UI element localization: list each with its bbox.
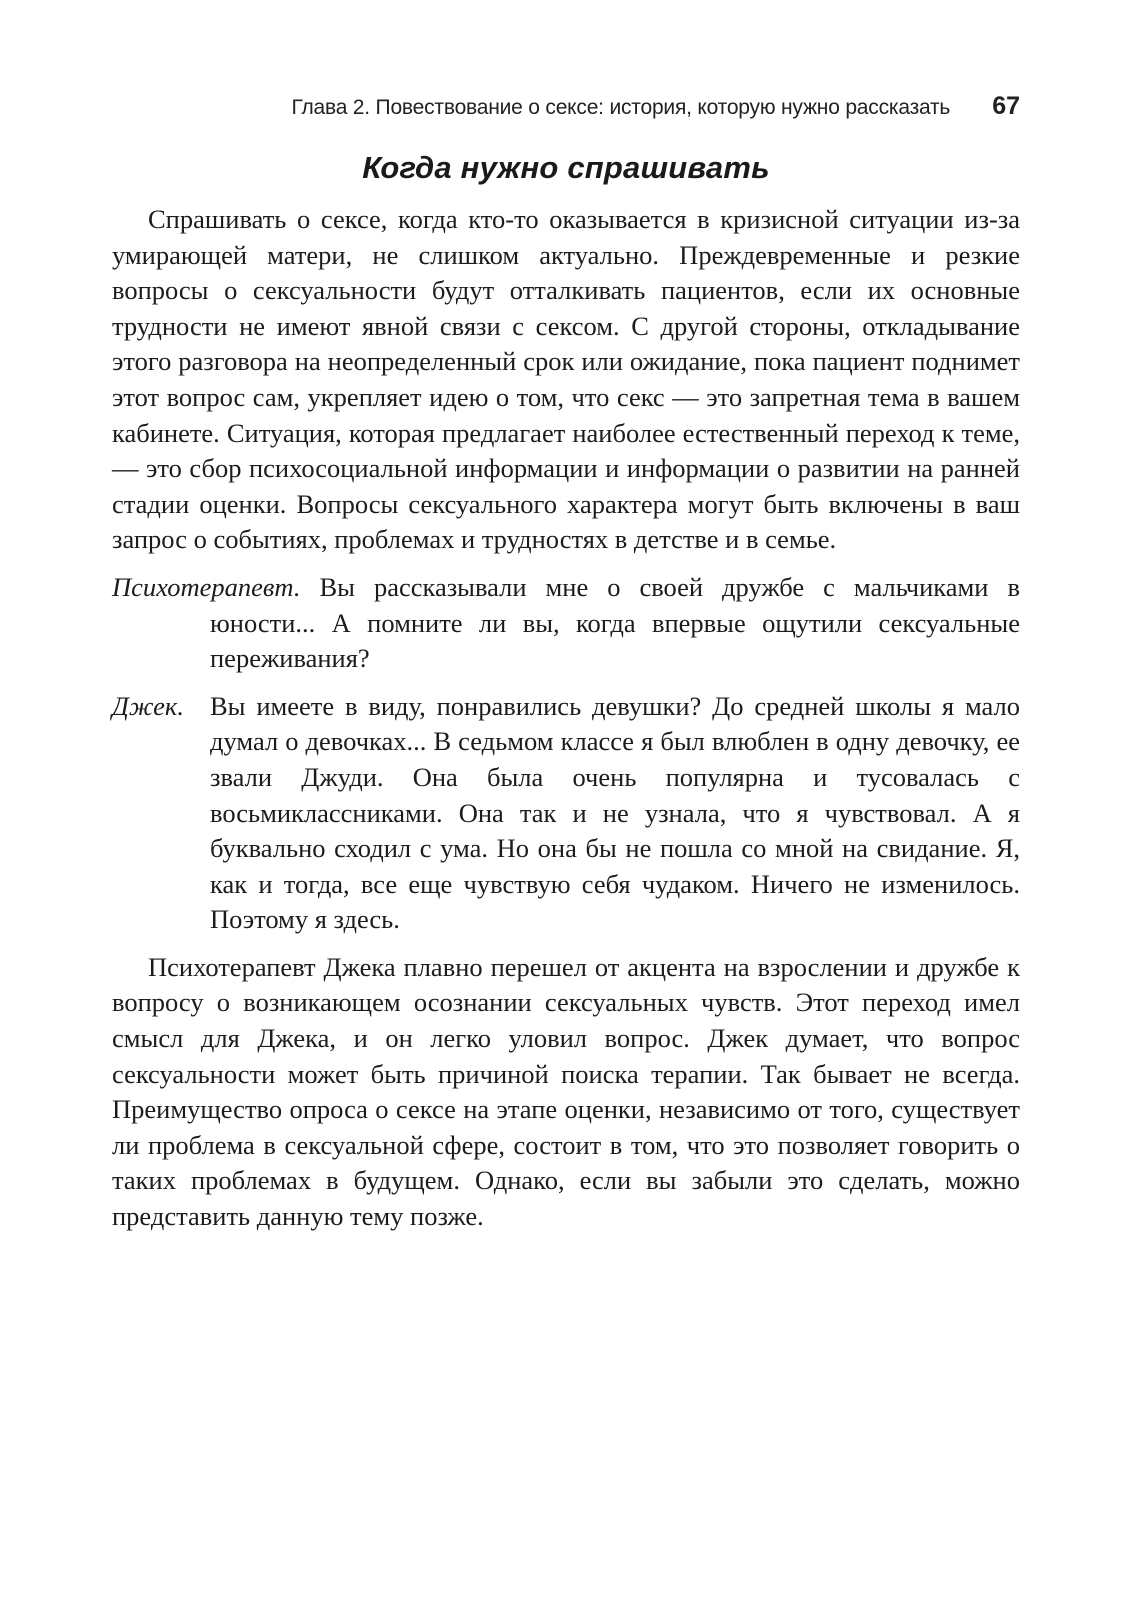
speaker-name: Джек.: [112, 690, 184, 721]
speaker-name: Психотерапевт.: [112, 571, 320, 602]
dialogue-text: Вы рассказывали мне о своей дружбе с мальчиками в юности... А помните ли вы, когда впервые ощутили сексуальные переживания?: [210, 571, 1020, 674]
running-header: [112, 92, 1020, 136]
section-title: Когда нужно спрашивать: [362, 150, 770, 185]
paragraph: Спрашивать о сексе, когда кто-то оказывается в кризисной ситуации из-за умирающей матери, не слишком актуально. Преждевременные и резкие вопросы о сексуальности будут отталкивать пациентов, если их основные трудности не имеют явной связи с сексом. С другой стороны, откладывание этого разговора на неопределенный срок или ожидание, пока пациент поднимет этот вопрос сам, укрепляет идею о том, что секс — это запретная тема в вашем кабинете. Ситуация, которая предлагает наиболее естественный переход к теме, — это сбор психосоциальной информации и информации о развитии на ранней стадии оценки. Вопросы сексуального характера могут быть включены в ваш запрос о событиях, проблемах и трудностях в детстве и в семье.: [112, 204, 1020, 555]
dialogue-line: [112, 570, 1020, 677]
dialogue-line: [112, 689, 1020, 938]
chapter-title: Глава 2. Повествование о сексе: история, которую нужно рассказать: [291, 96, 951, 119]
body-text: [112, 202, 1020, 1235]
dialogue-text: Вы имеете в виду, понравились девушки? До средней школы я мало думал о девочках... В седьмом классе я был влюблен в одну девочку, ее звали Джуди. Она была очень популярна и тусовалась с восьмиклассниками. Она так и не узнала, что я чувствовал. А я буквально сходил с ума. Но она бы не пошла со мной на свидание. Я, как и тогда, все еще чувствую себя чудаком. Ничего не изменилось. Поэтому я здесь.: [210, 690, 1020, 935]
page-number: 67: [992, 92, 1020, 120]
book-page: [112, 92, 1020, 1235]
paragraph: Психотерапевт Джека плавно перешел от акцента на взрослении и дружбе к вопросу о возникающем осознании сексуальных чувств. Этот переход имел смысл для Джека, и он легко уловил вопрос. Джек думает, что вопрос сексуальности может быть причиной поиска терапии. Так бывает не всегда. Преимущество опроса о сексе на этапе оценки, независимо от того, существует ли проблема в сексуальной сфере, состоит в том, что это позволяет говорить о таких проблемах в будущем. Однако, если вы забыли это сделать, можно представить данную тему позже.: [112, 951, 1020, 1232]
